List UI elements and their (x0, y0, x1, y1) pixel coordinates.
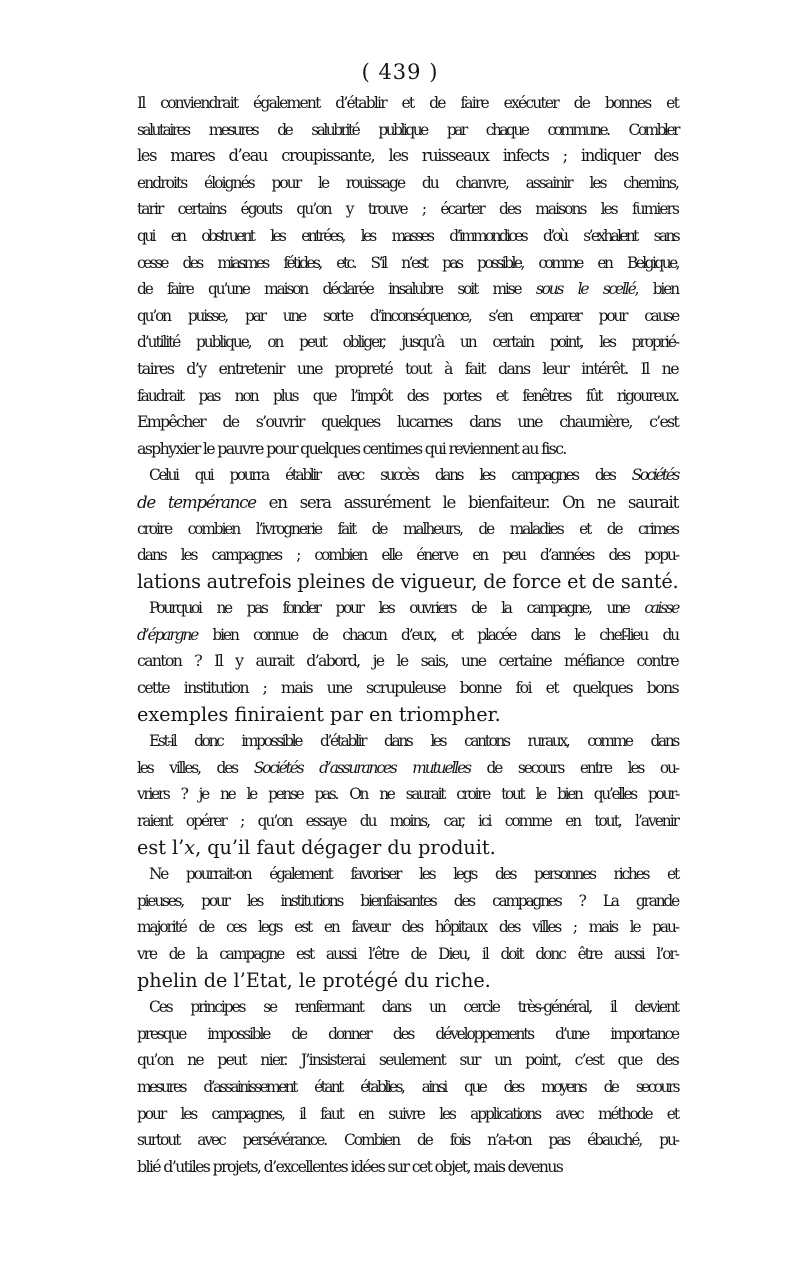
text-line (137, 1101, 678, 1128)
italic-text: caisse (644, 599, 678, 618)
paragraph (137, 595, 678, 728)
text-line (137, 648, 678, 675)
paragraph (137, 462, 678, 595)
text-run: pour les campagnes, il faut en suivre les applications avec méthode et (137, 1104, 678, 1123)
paragraph (137, 994, 678, 1180)
italic-text: Sociétés (631, 466, 678, 485)
text-run: lations autrefois pleines de vigueur, de force et de santé. (137, 569, 679, 593)
text-line (137, 1021, 678, 1048)
text-line (137, 196, 678, 223)
text-line (137, 143, 678, 170)
paragraph (137, 861, 678, 994)
text-line (137, 888, 678, 915)
text-run: , qu’il faut dégager du produit. (195, 835, 496, 859)
italic-text: de tempérance (137, 491, 256, 512)
text-line (137, 968, 678, 995)
text-run: majorité de ces legs est en faveur des hôpitaux des villes ; mais le pau- (137, 918, 678, 937)
text-line (137, 409, 678, 436)
text-line (137, 489, 678, 516)
text-run: est l’ (137, 835, 185, 859)
text-run: Celui qui pourra établir avec succès dans les campagnes des (149, 466, 632, 485)
body-text (137, 90, 678, 1180)
text-run: raient opérer ; qu’on essaye du moins, car, ici comme en tout, l’avenir (137, 812, 678, 831)
italic-text: sous le scellé (535, 280, 635, 299)
paragraph (137, 728, 678, 861)
text-line (137, 728, 678, 755)
text-run: asphyxier le pauvre pour quelques centimes qui reviennent au fisc. (137, 438, 566, 458)
text-run: d’utilité publique, on peut obliger, jusqu’à un certain point, les proprié- (137, 333, 678, 352)
text-run: taires d’y entretenir une propreté tout à fait dans leur intérêt. Il ne (137, 358, 678, 378)
text-run: Pourquoi ne pas fonder pour les ouvriers de la campagne, une (149, 599, 645, 618)
text-run: qu’on ne peut nier. J’insisterai seulement sur un point, c’est que des (137, 1050, 678, 1070)
text-line (137, 542, 678, 569)
text-run: mesures d’assainissement étant établies, ainsi que des moyens de secours (137, 1077, 678, 1096)
text-run: bien connue de chacun d’eux, et placée dans le chef-lieu du (197, 625, 678, 644)
text-run: pieuses, pour les institutions bienfaisantes des campagnes ? La grande (137, 891, 678, 910)
text-line (137, 781, 678, 808)
text-run: surtout avec persévérance. Combien de fois n’a-t-on pas ébauché, pu- (137, 1131, 678, 1150)
text-run: cette institution ; mais une scrupuleuse bonne foi et quelques bons (137, 678, 678, 698)
text-line (137, 462, 678, 489)
text-run: les mares d’eau croupissante, les ruisseaux infects ; indiquer des (137, 146, 678, 166)
text-line (137, 622, 678, 649)
text-run: qu’on puisse, par une sorte d’inconséquence, s’en emparer pour cause (137, 306, 678, 325)
text-run: tarir certains égouts qu’on y trouve ; écarter des maisons les fumiers (137, 200, 678, 219)
text-run: endroits éloignés pour le rouissage du chanvre, assainir les chemins, (137, 173, 678, 192)
text-run: dans les campagnes ; combien elle énerve en peu d’années des popu- (137, 546, 678, 565)
text-line (137, 90, 678, 117)
text-line (137, 994, 678, 1021)
text-line (137, 914, 678, 941)
text-run: , bien (634, 280, 678, 299)
text-line (137, 1154, 678, 1181)
text-run: en sera assurément le bienfaiteur. On ne saurait (255, 491, 678, 512)
text-line (137, 117, 678, 144)
text-line (137, 223, 678, 250)
text-line (137, 675, 678, 702)
text-run: de faire qu’une maison déclarée insalubre soit mise (137, 280, 536, 299)
text-run: faudrait pas non plus que l’impôt des portes et fenêtres fût rigoureux. (137, 386, 678, 405)
text-line (137, 303, 678, 330)
text-run: canton ? Il y aurait d’abord, je le sais, une certaine méfiance contre (137, 651, 678, 671)
text-line (137, 755, 678, 782)
page-number: ( 439 ) (361, 60, 439, 84)
text-line (137, 808, 678, 835)
text-run: salutaires mesures de salubrité publique par chaque commune. Combler (137, 120, 678, 139)
text-line (137, 569, 678, 596)
text-line (137, 1047, 678, 1074)
text-line (137, 941, 678, 968)
text-line (137, 250, 678, 277)
italic-text: d’épargne (137, 625, 198, 644)
text-run: Est-il donc impossible d’établir dans les cantons ruraux, comme dans (149, 732, 678, 751)
text-run: cesse des miasmes fétides, etc. S’il n’est pas possible, comme en Belgique, (137, 253, 678, 272)
text-line (137, 436, 678, 463)
text-run: Empêcher de s’ouvrir quelques lucarnes dans une chaumière, c’est (137, 412, 678, 432)
italic-text: x (184, 835, 196, 859)
text-line (137, 170, 678, 197)
text-line (137, 329, 678, 356)
text-run: de secours entre les ou- (469, 758, 678, 777)
text-run: Ne pourrait-on également favoriser les legs des personnes riches et (149, 865, 678, 884)
text-run: phelin de l’Etat, le protégé du riche. (137, 968, 491, 992)
text-line (137, 861, 678, 888)
text-run: vre de la campagne est aussi l’être de Dieu, il doit donc être aussi l’or- (137, 945, 678, 963)
text-line (137, 1074, 678, 1101)
text-run: vriers ? je ne le pense pas. On ne saurait croire tout le bien qu’elles pour- (137, 785, 678, 804)
text-line (137, 702, 678, 729)
text-run: blié d’utiles projets, d’excellentes idées sur cet objet, mais devenus (137, 1156, 563, 1176)
italic-text: Sociétés d’assurances mutuelles (253, 758, 470, 777)
text-line (137, 516, 678, 543)
text-line (137, 1127, 678, 1154)
text-run: croire combien l’ivrognerie fait de malheurs, de maladies et de crimes (137, 519, 678, 538)
text-line (137, 276, 678, 303)
text-line (137, 383, 678, 410)
text-run: les villes, des (137, 758, 254, 777)
text-line (137, 835, 678, 862)
text-run: Il conviendrait également d’établir et de faire exécuter de bonnes et (137, 94, 678, 112)
text-run: Ces principes se renfermant dans un cercle très-général, il devient (149, 998, 678, 1017)
text-line (137, 356, 678, 383)
text-run: exemples finiraient par en triompher. (137, 702, 501, 726)
text-run: qui en obstruent les entrées, les masses d’immondices d’où s’exhalent sans (137, 226, 678, 245)
text-run: presque impossible de donner des développements d’une importance (137, 1024, 678, 1043)
paragraph (137, 90, 678, 462)
text-line (137, 595, 678, 622)
